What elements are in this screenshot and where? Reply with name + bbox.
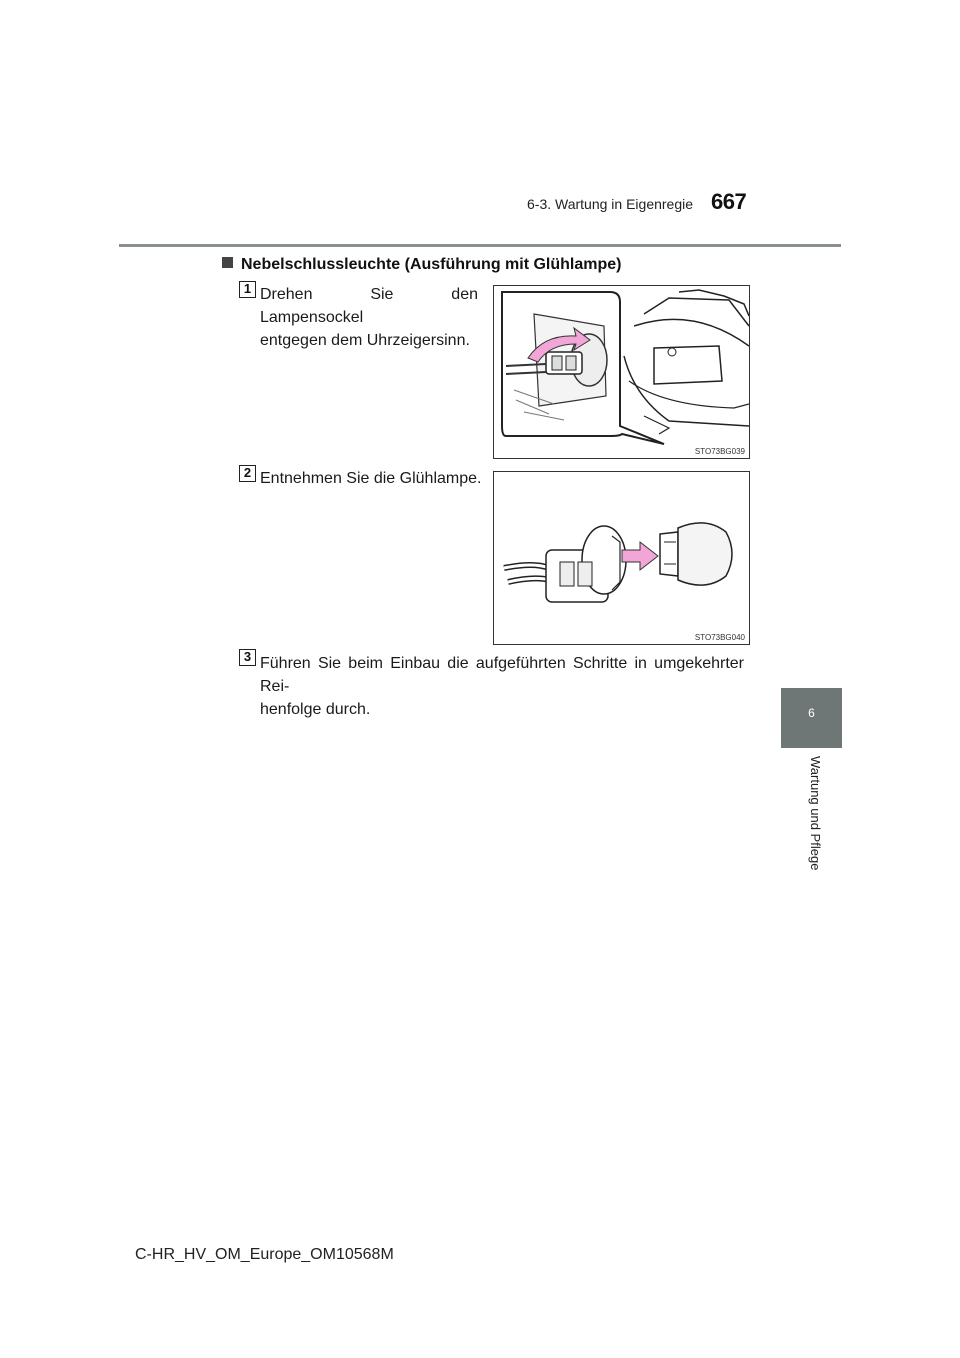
figure-2 <box>493 471 750 645</box>
page-number: 667 <box>711 189 747 214</box>
section-label: 6-3. Wartung in Eigenregie <box>527 196 694 212</box>
step-3-text <box>260 652 744 721</box>
step-1-text <box>260 283 478 352</box>
section-heading-text: Nebelschlussleuchte (Ausführung mit Glühlampe) <box>241 256 622 273</box>
step-2-text: Entnehmen Sie die Glühlampe. <box>260 470 482 487</box>
step-badge-1: 1 <box>239 281 256 298</box>
step-1-line-2: entgegen dem Uhrzeigersinn. <box>260 332 470 349</box>
step-1-line-1: Drehen Sie den Lampensockel <box>260 286 478 326</box>
footer-doc-id: C-HR_HV_OM_Europe_OM10568M <box>135 1246 394 1263</box>
step-badge-3: 3 <box>239 649 256 666</box>
step-badge-2: 2 <box>239 465 256 482</box>
square-bullet-icon <box>222 257 233 268</box>
chapter-title: Wartung und Pflege <box>808 756 823 871</box>
section-heading <box>222 256 622 274</box>
figure-1 <box>493 285 750 459</box>
step-3-line-2: henfolge durch. <box>260 701 371 718</box>
step-3-line-1: Führen Sie beim Einbau die aufgeführten Schritte in umgekehrter Rei- <box>260 655 744 695</box>
figure-2-code: STO73BG040 <box>694 633 745 642</box>
bulb-removal-illustration <box>494 472 749 644</box>
figure-1-code: STO73BG039 <box>694 447 745 456</box>
fog-light-socket-illustration <box>494 286 749 458</box>
header-rule <box>119 244 841 247</box>
chapter-number: 6 <box>808 706 815 720</box>
